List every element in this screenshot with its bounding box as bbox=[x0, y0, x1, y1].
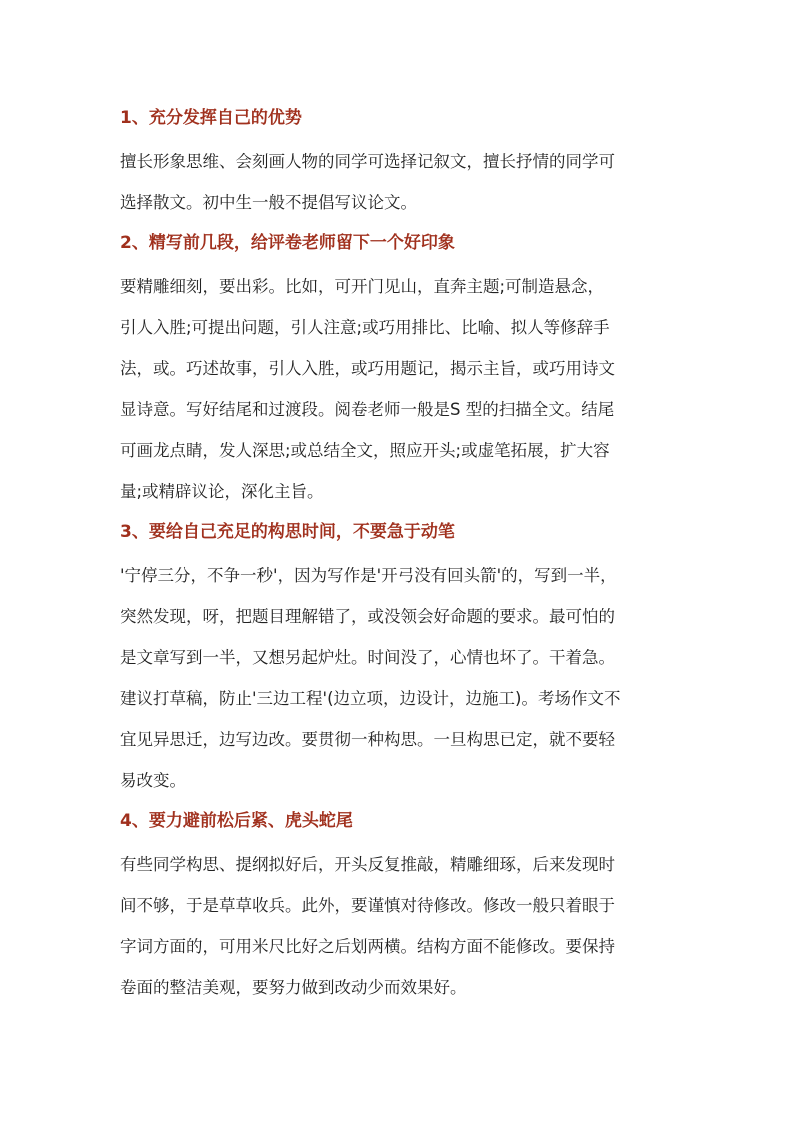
section-paragraph-2 bbox=[120, 266, 685, 512]
paragraph-line: 引人入胜;可提出问题，引人注意;或巧用排比、比喻、拟人等修辞手 bbox=[120, 318, 610, 337]
section-paragraph-3 bbox=[120, 555, 685, 801]
paragraph-line: 选择散文。初中生一般不提倡写议论文。 bbox=[120, 193, 417, 212]
article-body bbox=[120, 102, 685, 1008]
section-heading-1: 1、充分发挥自己的优势 bbox=[120, 108, 302, 128]
paragraph-line: 是文章写到一半，又想另起炉灶。时间没了，心情也坏了。干着急。 bbox=[120, 648, 615, 667]
paragraph-line: 量;或精辟议论，深化主旨。 bbox=[120, 482, 324, 501]
paragraph-line: 易改变。 bbox=[120, 771, 186, 790]
paragraph-line: 突然发现，呀，把题目理解错了，或没领会好命题的要求。最可怕的 bbox=[120, 607, 615, 626]
paragraph-line: 要精雕细刻，要出彩。比如，可开门见山，直奔主题;可制造悬念， bbox=[120, 277, 605, 296]
paragraph-line: 间不够，于是草草收兵。此外，要谨慎对待修改。修改一般只着眼于 bbox=[120, 896, 615, 915]
section-heading-2: 2、精写前几段，给评卷老师留下一个好印象 bbox=[120, 233, 455, 253]
paragraph-line: 有些同学构思、提纲拟好后，开头反复推敲，精雕细琢，后来发现时 bbox=[120, 855, 615, 874]
paragraph-line: 卷面的整洁美观，要努力做到改动少而效果好。 bbox=[120, 978, 467, 997]
paragraph-line: 擅长形象思维、会刻画人物的同学可选择记叙文，擅长抒情的同学可 bbox=[120, 152, 615, 171]
paragraph-line: 建议打草稿，防止'三边工程'(边立项，边设计，边施工)。考场作文不 bbox=[120, 689, 621, 708]
paragraph-line: 字词方面的，可用米尺比好之后划两横。结构方面不能修改。要保持 bbox=[120, 937, 615, 956]
section-paragraph-4 bbox=[120, 844, 685, 1008]
paragraph-line: 显诗意。写好结尾和过渡段。阅卷老师一般是S 型的扫描全文。结尾 bbox=[120, 400, 615, 419]
paragraph-line: 宜见异思迁，边写边改。要贯彻一种构思。一旦构思已定，就不要轻 bbox=[120, 730, 615, 749]
paragraph-line: '宁停三分，不争一秒'，因为写作是'开弓没有回头箭'的，写到一半， bbox=[120, 566, 617, 585]
paragraph-line: 法，或。巧述故事，引人入胜，或巧用题记，揭示主旨，或巧用诗文 bbox=[120, 359, 615, 378]
paragraph-line: 可画龙点睛，发人深思;或总结全文，照应开头;或虚笔拓展，扩大容 bbox=[120, 441, 610, 460]
section-heading-4: 4、要力避前松后紧、虎头蛇尾 bbox=[120, 811, 353, 831]
section-heading-3: 3、要给自己充足的构思时间，不要急于动笔 bbox=[120, 522, 455, 542]
section-paragraph-1 bbox=[120, 141, 685, 223]
